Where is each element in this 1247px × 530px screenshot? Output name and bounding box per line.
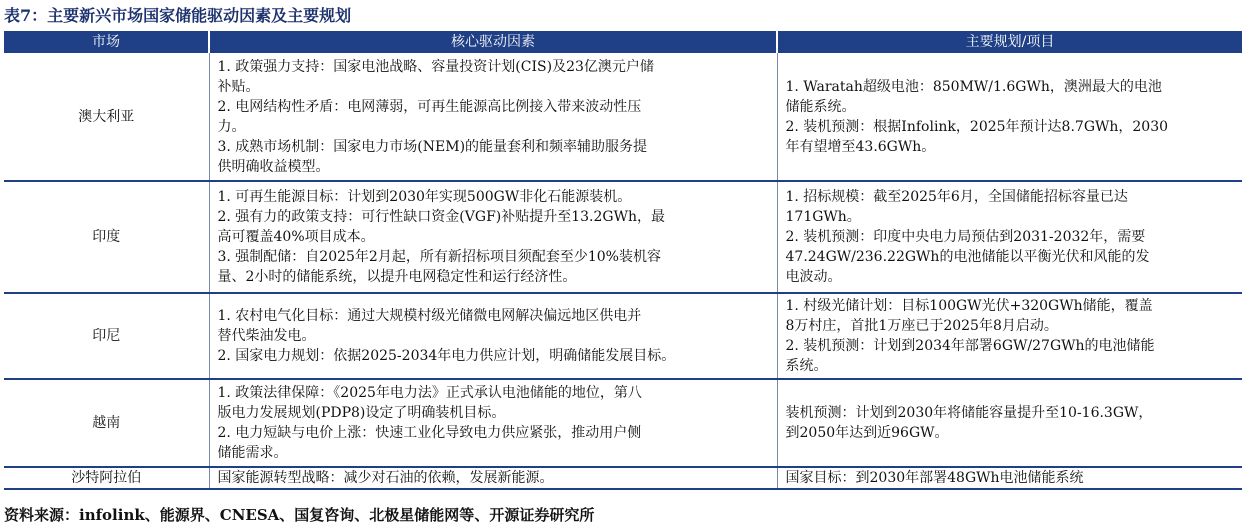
plans-line: 年有望增至43.6GWh。 (785, 138, 936, 155)
market-drivers-table (4, 31, 1242, 490)
market-cell: 越南 (4, 379, 209, 467)
table-title: 表7：主要新兴市场国家储能驱动因素及主要规划 (4, 6, 352, 25)
market-cell: 沙特阿拉伯 (4, 467, 209, 489)
plans-line: 1. 村级光储计划：目标100GW光伏+320GWh储能，覆盖 (785, 298, 1153, 314)
plans-line: 储能系统。 (785, 98, 856, 115)
market-cell: 澳大利亚 (4, 53, 209, 181)
plans-line: 装机预测：计划到2030年将储能容量提升至10-16.3GW， (785, 405, 1153, 421)
drivers-line: 1. 政策强力支持：国家电池战略、容量投资计划(CIS)及23亿澳元户储 (217, 58, 654, 75)
plans-line: 1. Waratah超级电池：850MW/1.6GWh，澳洲最大的电池 (785, 78, 1162, 95)
table-row-india (4, 181, 1242, 293)
drivers-line: 补贴。 (217, 78, 260, 95)
plans-line: 2. 装机预测：根据Infolink，2025年预计达8.7GWh，2030 (785, 118, 1169, 135)
drivers-line: 供明确收益模型。 (217, 158, 330, 175)
plans-cell (777, 53, 1242, 181)
plans-cell (777, 293, 1242, 379)
drivers-line: 力。 (217, 118, 246, 135)
plans-line: 国家目标：到2030年部署48GWh电池储能系统 (785, 470, 1084, 486)
drivers-cell (209, 53, 777, 181)
drivers-line: 3. 强制配储：自2025年2月起，所有新招标项目须配套至少10%装机容 (217, 249, 661, 265)
table-row-australia (4, 53, 1242, 181)
plans-line: 171GWh。 (785, 209, 861, 225)
source-note: 资料来源：infolink、能源界、CNESA、国复咨询、北极星储能网等、开源证券研究所 (4, 506, 595, 524)
plans-line: 8万村庄，首批1万座已于2025年8月启动。 (785, 318, 1058, 334)
header-drivers: 核心驱动因素 (209, 31, 777, 53)
drivers-line: 2. 电力短缺与电价上涨：快速工业化导致电力供应紧张，推动用户侧 (217, 425, 642, 441)
plans-cell (777, 379, 1242, 467)
drivers-line: 2. 国家电力规划：依据2025-2034年电力供应计划，明确储能发展目标。 (217, 348, 676, 364)
drivers-line: 版电力发展规划(PDP8)设定了明确装机目标。 (217, 405, 506, 421)
drivers-line: 2. 强有力的政策支持：可行性缺口资金(VGF)补贴提升至13.2GWh，最 (217, 209, 665, 225)
drivers-cell (209, 467, 777, 489)
table-header-row (4, 31, 1242, 53)
plans-line: 2. 装机预测：印度中央电力局预估到2031-2032年，需要 (785, 229, 1146, 245)
plans-line: 系统。 (785, 358, 828, 374)
drivers-line: 储能需求。 (217, 445, 288, 461)
plans-line: 47.24GW/236.22GWh的电池储能以平衡光伏和风能的发 (785, 249, 1150, 265)
table-row-indonesia (4, 293, 1242, 379)
header-plans: 主要规划/项目 (777, 31, 1242, 53)
plans-line: 到2050年达到近96GW。 (785, 425, 949, 441)
drivers-line: 国家能源转型战略：减少对石油的依赖，发展新能源。 (217, 470, 554, 486)
plans-cell (777, 181, 1242, 293)
drivers-cell (209, 379, 777, 467)
market-cell: 印度 (4, 181, 209, 293)
drivers-line: 3. 成熟市场机制：国家电力市场(NEM)的能量套利和频率辅助服务提 (217, 138, 648, 155)
table-row-vietnam (4, 379, 1242, 467)
drivers-cell (209, 181, 777, 293)
drivers-line: 1. 政策法律保障：《2025年电力法》正式承认电池储能的地位，第八 (217, 385, 642, 401)
plans-line: 1. 招标规模：截至2025年6月，全国储能招标容量已达 (785, 189, 1128, 205)
drivers-line: 高可覆盖40%项目成本。 (217, 229, 375, 245)
plans-cell (777, 467, 1242, 489)
drivers-line: 2. 电网结构性矛盾：电网薄弱，可再生能源高比例接入带来波动性压 (217, 98, 642, 115)
drivers-line: 量、2小时的储能系统，以提升电网稳定性和运行经济性。 (217, 269, 577, 285)
drivers-line: 1. 农村电气化目标：通过大规模村级光储微电网解决偏远地区供电并 (217, 308, 642, 324)
header-market: 市场 (4, 31, 209, 53)
plans-line: 电波动。 (785, 269, 842, 285)
table-row-saudi-arabia (4, 467, 1242, 489)
plans-line: 2. 装机预测：计划到2034年部署6GW/27GWh的电池储能 (785, 338, 1155, 354)
market-cell: 印尼 (4, 293, 209, 379)
drivers-line: 1. 可再生能源目标：计划到2030年实现500GW非化石能源装机。 (217, 189, 632, 205)
drivers-cell (209, 293, 777, 379)
drivers-line: 替代柴油发电。 (217, 328, 316, 344)
